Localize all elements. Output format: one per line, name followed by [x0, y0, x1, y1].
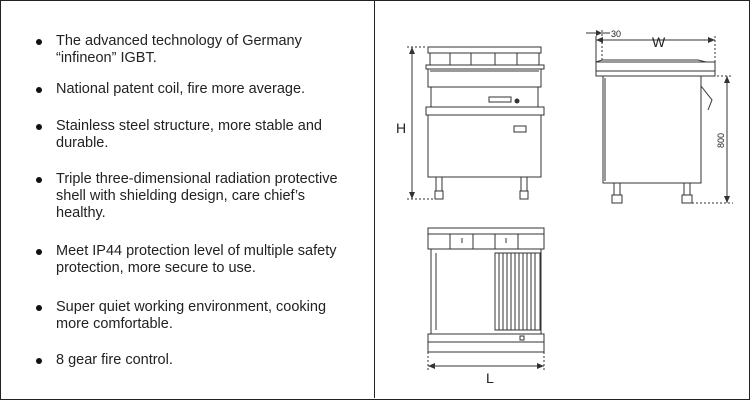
- bullet-icon: [36, 124, 42, 130]
- length-label: L: [486, 370, 494, 386]
- bullet-icon: [36, 305, 42, 311]
- bullet-icon: [36, 249, 42, 255]
- width-label: W: [652, 34, 666, 50]
- feature-item: [36, 299, 356, 333]
- feature-item: [36, 171, 356, 222]
- feature-text: Stainless steel structure, more stable and durable.: [56, 118, 322, 151]
- feature-text: 8 gear fire control.: [56, 352, 173, 368]
- feature-text: National patent coil, fire more average.: [56, 81, 306, 97]
- feature-item: [36, 118, 356, 152]
- feature-list: [0, 0, 374, 398]
- control-knob-icon: [515, 99, 520, 104]
- side-view: [586, 29, 733, 203]
- feature-text: Meet IP44 protection level of multiple safety protection, more secure to use.: [56, 243, 337, 276]
- technical-drawing: [375, 0, 748, 398]
- top-view: [428, 228, 544, 386]
- front-view: [396, 47, 544, 199]
- working-height-label: 800: [716, 132, 726, 148]
- depth-offset-label: 30: [611, 29, 622, 39]
- bullet-icon: [36, 358, 42, 364]
- feature-item: [36, 81, 356, 98]
- feature-text: Triple three-dimensional radiation protective shell with shielding design, care chief’s healthy.: [56, 171, 338, 221]
- feature-item: [36, 352, 356, 369]
- bullet-icon: [36, 177, 42, 183]
- bullet-icon: [36, 39, 42, 45]
- grill-grate: [499, 253, 535, 330]
- feature-text: Super quiet working environment, cooking more comfortable.: [56, 299, 327, 332]
- feature-item: [36, 33, 356, 67]
- bullet-icon: [36, 87, 42, 93]
- height-label: H: [396, 120, 407, 136]
- feature-text: The advanced technology of Germany “infineon” IGBT.: [56, 33, 302, 66]
- feature-item: [36, 243, 356, 277]
